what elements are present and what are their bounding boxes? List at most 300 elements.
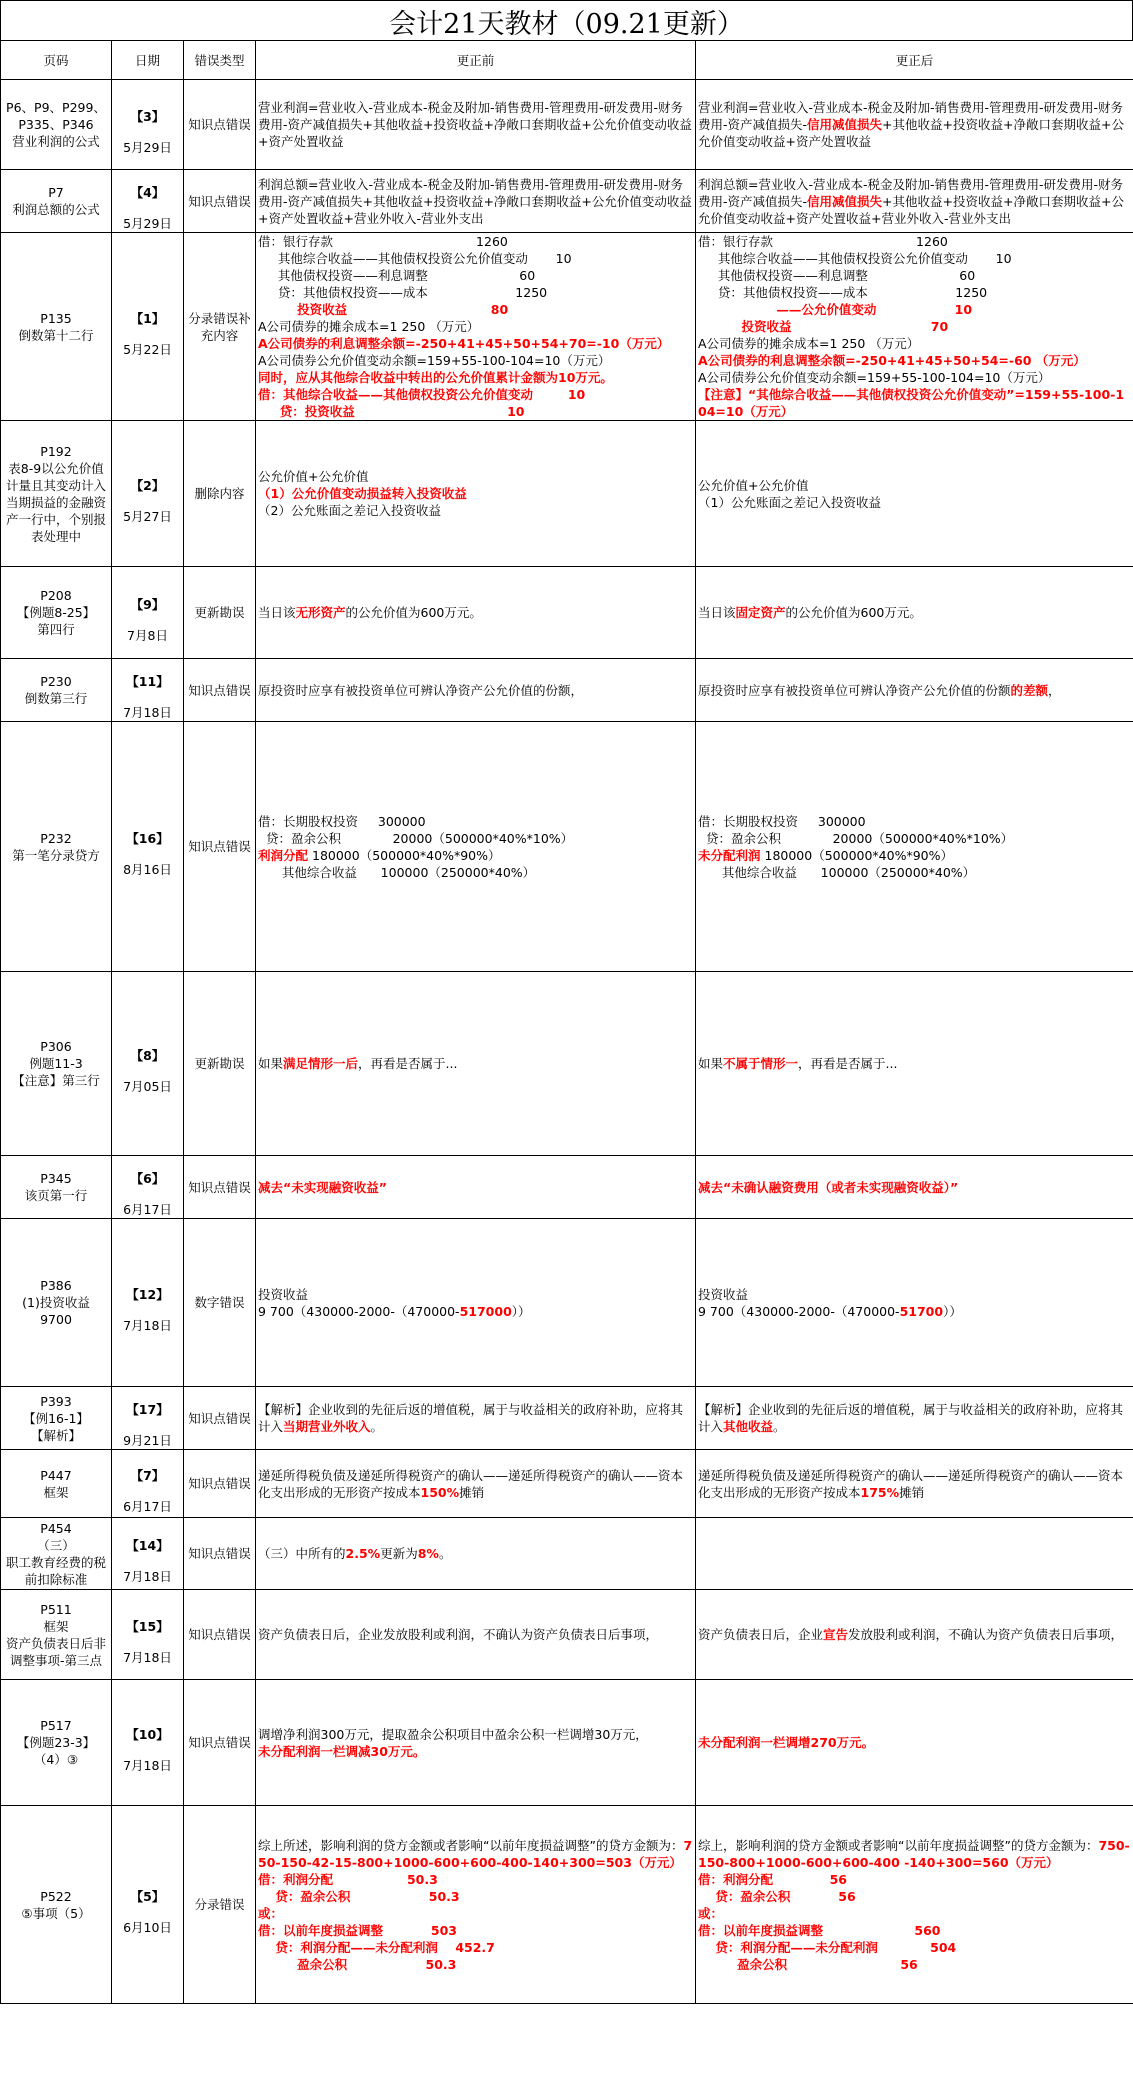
after-cell (696, 1590, 1133, 1680)
page-cell (1, 567, 112, 659)
highlight-text: 满足情形一后 (283, 1056, 359, 1071)
entry-date: 7月18日 (123, 1568, 172, 1584)
page-cell (1, 233, 112, 421)
body-text: 公允价值+公允价值 (258, 469, 369, 484)
after-line (698, 830, 1131, 847)
body-text: 摊销 (459, 1484, 485, 1500)
before-line (258, 864, 693, 881)
error-type-cell: 知识点错误 (184, 1590, 256, 1680)
before-line (258, 284, 693, 301)
after-line (698, 301, 1131, 318)
page-text: P522 (40, 1888, 72, 1904)
page-text: 例题11-3 (29, 1056, 83, 1071)
body-text: 贷：其他债权投资——成本 1250 (698, 285, 988, 300)
after-cell (696, 170, 1133, 233)
page-cell (1, 170, 112, 233)
after-line (698, 176, 1131, 227)
after-line (698, 1179, 1131, 1196)
body-text: 。 (370, 1419, 384, 1434)
before-line (258, 1726, 693, 1743)
entry-number: 【14】 (126, 1537, 169, 1553)
after-cell (696, 80, 1133, 170)
table-row (1, 567, 1133, 659)
page-text: 框架 (43, 1618, 69, 1634)
date-cell (112, 80, 184, 170)
entry-date: 5月29日 (123, 216, 172, 231)
after-line (698, 1286, 1131, 1303)
page-text: ⑤事项（5） (21, 1905, 91, 1921)
body-text: 贷：盈余公积 20000（500000*40%*10%） (258, 830, 574, 846)
table-row (1, 421, 1133, 567)
body-text: 借：银行存款 1260 (698, 234, 948, 249)
page-text: P208 (40, 588, 72, 603)
highlight-text: 借：利润分配 50.3 (258, 1871, 438, 1887)
after-cell (696, 1450, 1133, 1518)
before-cell (256, 659, 696, 722)
page-text: 【注意】第三行 (12, 1073, 100, 1088)
after-line (698, 1888, 1131, 1905)
entry-number: 【10】 (126, 1726, 169, 1742)
highlight-text: 投资收益 70 (698, 319, 949, 334)
date-cell (112, 1590, 184, 1680)
page-text: 资产负债表日后非调整事项-第三点 (5, 1635, 106, 1668)
page-text: 职工教育经费的税前扣除标准 (5, 1554, 106, 1587)
highlight-text: 750-150-42-15-800+1000-600+600-400-140+300=503（万元） (258, 1837, 693, 1870)
before-line (258, 1837, 693, 1871)
page-text: (1)投资收益 (22, 1295, 90, 1310)
body-text: 更新为 (380, 1546, 418, 1561)
date-cell (112, 972, 184, 1156)
page-cell (1, 1518, 112, 1590)
entry-number: 【5】 (130, 1888, 165, 1904)
header-error-type: 错误类型 (184, 41, 256, 80)
before-line (258, 1871, 693, 1888)
date-cell (112, 1450, 184, 1518)
highlight-text: 贷：盈余公积 50.3 (258, 1888, 460, 1904)
after-cell (696, 972, 1133, 1156)
highlight-text: 不属于情形一 (723, 1056, 799, 1071)
after-line (698, 1871, 1131, 1888)
body-text: 递延所得税负债及递延所得税资产的确认——递延所得税资产的确认——资本化支出形成的无形资产按成本 (258, 1467, 684, 1500)
after-line (698, 267, 1131, 284)
after-line (698, 1956, 1131, 1973)
highlight-text: ——公允价值变动 10 (698, 302, 973, 317)
page-text: 利润总额的公式 (12, 202, 100, 217)
after-line (698, 1734, 1131, 1751)
highlight-text: A公司债券的利息调整余额=-250+41+45+50+54+70=-10（万元） (258, 336, 670, 351)
entry-number: 【6】 (130, 1171, 165, 1186)
table-row (1, 170, 1133, 233)
body-text: 【解析】企业收到的先征后返的增值税，属于与收益相关的政府补助，应将其计入 (258, 1402, 684, 1434)
body-text: A公司债券公允价值变动余额=159+55-100-104=10（万元） (698, 370, 1051, 385)
page-text: P135 (40, 310, 72, 326)
body-text: （2）公允账面之差记入投资收益 (258, 503, 441, 518)
page-text: 表8-9以公允价值计量且其变动计入当期损益的金融资产一行中，个别报表处理中 (5, 460, 106, 544)
body-text: 调增净利润300万元，提取盈余公积项目中盈余公积一栏调增30万元， (258, 1726, 648, 1742)
entry-number: 【1】 (130, 310, 165, 326)
after-line (698, 284, 1131, 301)
before-line (258, 1467, 693, 1501)
body-text: ）） (511, 1303, 531, 1319)
page-text: 【解析】 (30, 1427, 81, 1443)
after-cell (696, 1518, 1133, 1590)
after-line (698, 386, 1131, 420)
table-row (1, 1806, 1133, 2004)
body-text: 借：长期股权投资 300000 (258, 813, 426, 829)
before-line (258, 604, 693, 621)
page-text: （4）③ (33, 1752, 79, 1767)
body-text: 当日该 (698, 605, 736, 620)
body-text: 其他债权投资——利息调整 60 (258, 268, 536, 283)
before-line (258, 1922, 693, 1939)
page-cell (1, 722, 112, 972)
entry-date: 6月10日 (123, 1919, 172, 1935)
page-text: 【例题8-25】 (16, 605, 96, 620)
page-text: 营业利润的公式 (12, 134, 100, 149)
body-text: 借：长期股权投资 300000 (698, 813, 866, 829)
page-text: P511 (40, 1601, 72, 1617)
error-type-cell: 分录错误 (184, 1806, 256, 2004)
body-text: A公司债券的摊余成本=1 250 （万元） (258, 319, 480, 334)
body-text: 摊销 (899, 1484, 925, 1500)
body-text: 投资收益 (258, 1286, 309, 1302)
page-cell (1, 1450, 112, 1518)
page-cell (1, 1590, 112, 1680)
after-line (698, 847, 1131, 864)
highlight-text: 贷：盈余公积 56 (698, 1888, 856, 1904)
page-cell (1, 972, 112, 1156)
after-line (698, 1303, 1131, 1320)
body-text: 投资收益 (698, 1286, 749, 1302)
page-text: 该页第一行 (24, 1188, 88, 1203)
body-text: 贷：其他债权投资——成本 1250 (258, 285, 548, 300)
page-cell (1, 80, 112, 170)
page-cell (1, 1219, 112, 1387)
page-text: P454 (40, 1520, 72, 1536)
before-line (258, 1626, 693, 1643)
entry-number: 【4】 (130, 185, 165, 200)
after-line (698, 369, 1131, 386)
before-line (258, 830, 693, 847)
body-text: 资产负债表日后，企业 (698, 1627, 824, 1642)
error-type-cell: 知识点错误 (184, 1156, 256, 1219)
before-line (258, 99, 693, 150)
body-text: 当日该 (258, 605, 296, 620)
header-after: 更正后 (696, 41, 1133, 80)
entry-date: 7月18日 (123, 1649, 172, 1665)
before-line (258, 1743, 693, 1760)
page-text: P232 (40, 830, 72, 846)
entry-date: 7月8日 (127, 627, 168, 643)
page-text: 第一笔分录贷方 (12, 847, 100, 863)
error-type-cell: 知识点错误 (184, 1518, 256, 1590)
after-line (698, 1467, 1131, 1501)
after-cell (696, 1387, 1133, 1450)
after-line (698, 477, 1131, 494)
table-row (1, 1450, 1133, 1518)
body-text: 180000（500000*40%*90%） (308, 847, 501, 863)
entry-date: 9月21日 (123, 1433, 172, 1448)
highlight-text: 减去“未实现融资收益” (258, 1179, 387, 1195)
page-text: P447 (40, 1467, 72, 1483)
date-cell (112, 1680, 184, 1806)
body-text: 公允价值+公允价值 (698, 477, 809, 493)
before-line (258, 468, 693, 485)
before-line (258, 813, 693, 830)
after-cell (696, 1806, 1133, 2004)
before-line (258, 318, 693, 335)
highlight-text: 未分配利润 (698, 847, 761, 863)
entry-number: 【2】 (130, 477, 165, 493)
before-line (258, 386, 693, 403)
date-cell (112, 1806, 184, 2004)
body-text: （三）中所有的 (258, 1546, 346, 1561)
error-type-cell: 知识点错误 (184, 1450, 256, 1518)
highlight-text: 的差额 (1010, 682, 1049, 698)
body-text: 。 (438, 1546, 452, 1561)
before-line (258, 1286, 693, 1303)
after-cell (696, 659, 1133, 722)
date-cell (112, 722, 184, 972)
after-line (698, 250, 1131, 267)
after-line (698, 233, 1131, 250)
body-text: 营业利润=营业收入-营业成本-税金及附加-销售费用-管理费用-研发费用-财务费用-资产减值损失+其他收益+投资收益+净敞口套期收益+公允价值变动收益+资产处置收益 (258, 100, 692, 149)
before-line (258, 1055, 693, 1072)
errata-rows (1, 80, 1133, 2004)
entry-date: 5月27日 (123, 508, 172, 524)
body-text: 180000（500000*40%*90%） (760, 847, 953, 863)
before-cell (256, 1156, 696, 1219)
before-line (258, 176, 693, 227)
entry-number: 【9】 (130, 596, 165, 612)
highlight-text: 无形资产 (295, 605, 346, 620)
date-cell (112, 1518, 184, 1590)
entry-date: 5月29日 (123, 139, 172, 155)
highlight-text: 或： (258, 1905, 284, 1921)
page-text: P6、P9、P299、P335、P346 (6, 100, 106, 132)
after-line (698, 1922, 1131, 1939)
entry-number: 【11】 (126, 674, 169, 689)
highlight-text: 8% (417, 1546, 439, 1561)
highlight-text: 贷：利润分配——未分配利润 504 (698, 1939, 957, 1955)
highlight-text: 利润分配 (258, 847, 309, 863)
before-cell (256, 1590, 696, 1680)
highlight-text: 信用减值损失 (807, 117, 883, 132)
before-line (258, 682, 693, 699)
date-cell (112, 233, 184, 421)
highlight-text: 未分配利润一栏调减30万元。 (258, 1743, 426, 1759)
date-cell (112, 567, 184, 659)
after-cell (696, 1219, 1133, 1387)
before-cell (256, 1219, 696, 1387)
body-text: 9 700（430000-2000-（470000- (698, 1303, 900, 1319)
body-text: 原投资时应享有被投资单位可辨认净资产公允价值的份额 (698, 682, 1011, 698)
after-line (698, 99, 1131, 150)
entry-number: 【15】 (126, 1618, 169, 1634)
table-row (1, 1680, 1133, 1806)
page-cell (1, 421, 112, 567)
body-text: 9 700（430000-2000-（470000- (258, 1303, 460, 1319)
entry-date: 7月18日 (123, 705, 172, 720)
entry-date: 6月17日 (123, 1498, 172, 1514)
error-type-cell: 分录错误补充内容 (184, 233, 256, 421)
after-line (698, 1401, 1131, 1435)
page-text: P192 (40, 443, 72, 459)
entry-date: 7月05日 (123, 1078, 172, 1094)
error-type-cell: 知识点错误 (184, 659, 256, 722)
body-text: ，再看是否属于... (798, 1056, 898, 1071)
date-cell (112, 1156, 184, 1219)
before-cell (256, 80, 696, 170)
after-line (698, 494, 1131, 511)
table-row (1, 722, 1133, 972)
before-cell (256, 1680, 696, 1806)
before-line (258, 1939, 693, 1956)
entry-number: 【8】 (130, 1047, 165, 1063)
entry-number: 【3】 (130, 108, 165, 124)
page-text: P393 (40, 1393, 72, 1409)
entry-date: 7月18日 (123, 1317, 172, 1333)
error-type-cell: 知识点错误 (184, 722, 256, 972)
body-text: 营业利润=营业收入-营业成本-税金及附加-销售费用-管理费用-研发费用-财务费用-资产减值损失- (698, 100, 1124, 132)
before-line (258, 1545, 693, 1562)
error-type-cell: 更新勘误 (184, 567, 256, 659)
header-before: 更正前 (256, 41, 696, 80)
page-text: P230 (40, 674, 72, 689)
before-line (258, 301, 693, 318)
before-cell (256, 972, 696, 1156)
before-cell (256, 233, 696, 421)
before-line (258, 1303, 693, 1320)
before-line (258, 335, 693, 352)
before-line (258, 233, 693, 250)
highlight-text: 借：以前年度损益调整 503 (258, 1922, 457, 1938)
body-text: （1）公允账面之差记入投资收益 (698, 494, 881, 510)
header-page: 页码 (1, 41, 112, 80)
table-row (1, 233, 1133, 421)
body-text: ，再看是否属于... (358, 1056, 458, 1071)
highlight-text: 借：以前年度损益调整 560 (698, 1922, 941, 1938)
page-text: 【例16-1】 (23, 1410, 89, 1426)
date-cell (112, 659, 184, 722)
before-line (258, 250, 693, 267)
highlight-text: 盈余公积 56 (698, 1956, 918, 1972)
error-type-cell: 数字错误 (184, 1219, 256, 1387)
body-text: 发放股利或利润，不确认为资产负债表日后事项， (848, 1627, 1124, 1642)
body-text: 其他综合收益 100000（250000*40%） (258, 864, 536, 880)
page-cell (1, 1156, 112, 1219)
body-text: 如果 (698, 1056, 724, 1071)
body-text: 的公允价值为600万元。 (785, 605, 922, 620)
after-cell (696, 1156, 1133, 1219)
body-text: 的公允价值为600万元。 (345, 605, 482, 620)
body-text: 【解析】企业收到的先征后返的增值税，属于与收益相关的政府补助，应将其计入 (698, 1402, 1124, 1434)
after-line (698, 1055, 1131, 1072)
after-line (698, 352, 1131, 369)
body-text: 其他综合收益——其他债权投资公允价值变动 10 (258, 251, 572, 266)
body-text: 递延所得税负债及递延所得税资产的确认——递延所得税资产的确认——资本化支出形成的无形资产按成本 (698, 1467, 1124, 1500)
before-cell (256, 170, 696, 233)
body-text: 借：银行存款 1260 (258, 234, 508, 249)
before-line (258, 1956, 693, 1973)
after-line (698, 1837, 1131, 1871)
highlight-text: 当期营业外收入 (283, 1419, 371, 1434)
after-cell (696, 567, 1133, 659)
highlight-text: 其他收益 (723, 1419, 774, 1434)
body-text: 综上，影响利润的贷方金额或者影响“以前年度损益调整”的贷方金额为： (698, 1837, 1099, 1853)
date-cell (112, 170, 184, 233)
table-row (1, 80, 1133, 170)
page-text: （三） (37, 1537, 75, 1553)
highlight-text: 175% (860, 1484, 900, 1500)
error-type-cell: 知识点错误 (184, 1680, 256, 1806)
table-row (1, 1387, 1133, 1450)
table-row (1, 1156, 1133, 1219)
before-line (258, 1401, 693, 1435)
highlight-text: 2.5% (345, 1546, 381, 1561)
highlight-text: 【注意】“其他综合收益——其他债权投资公允价值变动”=159+55-100-104=10（万元） (698, 387, 1125, 419)
error-type-cell: 更新勘误 (184, 972, 256, 1156)
body-text: +其他收益+投资收益+净敞口套期收益+公允价值变动收益+资产处置收益 (698, 117, 1124, 149)
highlight-text: 固定资产 (735, 605, 786, 620)
sheet-title: 会计21天教材（09.21更新） (0, 0, 1133, 41)
body-text: 利润总额=营业收入-营业成本-税金及附加-销售费用-管理费用-研发费用-财务费用-资产减值损失+其他收益+投资收益+净敞口套期收益+公允价值变动收益+资产处置收益+营业外收入-营业外支出 (258, 176, 692, 226)
body-text: 利润总额=营业收入-营业成本-税金及附加-销售费用-管理费用-研发费用-财务费用-资产减值损失- (698, 176, 1124, 209)
before-cell (256, 421, 696, 567)
entry-date: 5月22日 (123, 341, 172, 357)
entry-number: 【12】 (126, 1286, 169, 1302)
page-text: 倒数第十二行 (18, 327, 94, 343)
entry-number: 【17】 (126, 1402, 169, 1417)
after-line (698, 318, 1131, 335)
after-cell (696, 233, 1133, 421)
highlight-text: 借：利润分配 56 (698, 1871, 847, 1887)
date-cell (112, 421, 184, 567)
entry-number: 【16】 (126, 830, 169, 846)
after-cell (696, 421, 1133, 567)
errata-table (0, 40, 1133, 2004)
highlight-text: 投资收益 80 (258, 302, 509, 317)
page-cell (1, 1387, 112, 1450)
highlight-text: 借：其他综合收益——其他债权投资公允价值变动 10 (258, 387, 586, 402)
before-cell (256, 1387, 696, 1450)
page-cell (1, 1680, 112, 1806)
highlight-text: 贷：投资收益 10 (258, 404, 525, 419)
error-type-cell: 删除内容 (184, 421, 256, 567)
body-text: 。 (773, 1419, 786, 1434)
highlight-text: 150% (420, 1484, 460, 1500)
date-cell (112, 1219, 184, 1387)
after-line (698, 1939, 1131, 1956)
table-row (1, 1219, 1133, 1387)
highlight-text: 51700 (899, 1303, 944, 1319)
highlight-text: 750-150-800+1000-600+600-400 -140+300=560（万元） (698, 1837, 1130, 1870)
page-text: P517 (40, 1718, 72, 1733)
highlight-text: 同时，应从其他综合收益中转出的公允价值累计金额为10万元。 (258, 370, 613, 385)
body-text: +其他收益+投资收益+净敞口套期收益+公允价值变动收益+资产处置收益+营业外收入-营业外支出 (698, 193, 1124, 226)
body-text: 其他债权投资——利息调整 60 (698, 268, 976, 283)
after-line (698, 813, 1131, 830)
page-text: P306 (40, 1039, 72, 1054)
before-line (258, 502, 693, 519)
before-line (258, 847, 693, 864)
after-line (698, 604, 1131, 621)
highlight-text: 信用减值损失 (807, 193, 883, 209)
date-cell (112, 1387, 184, 1450)
header-date: 日期 (112, 41, 184, 80)
after-line (698, 1905, 1131, 1922)
page-text: P345 (40, 1171, 72, 1186)
